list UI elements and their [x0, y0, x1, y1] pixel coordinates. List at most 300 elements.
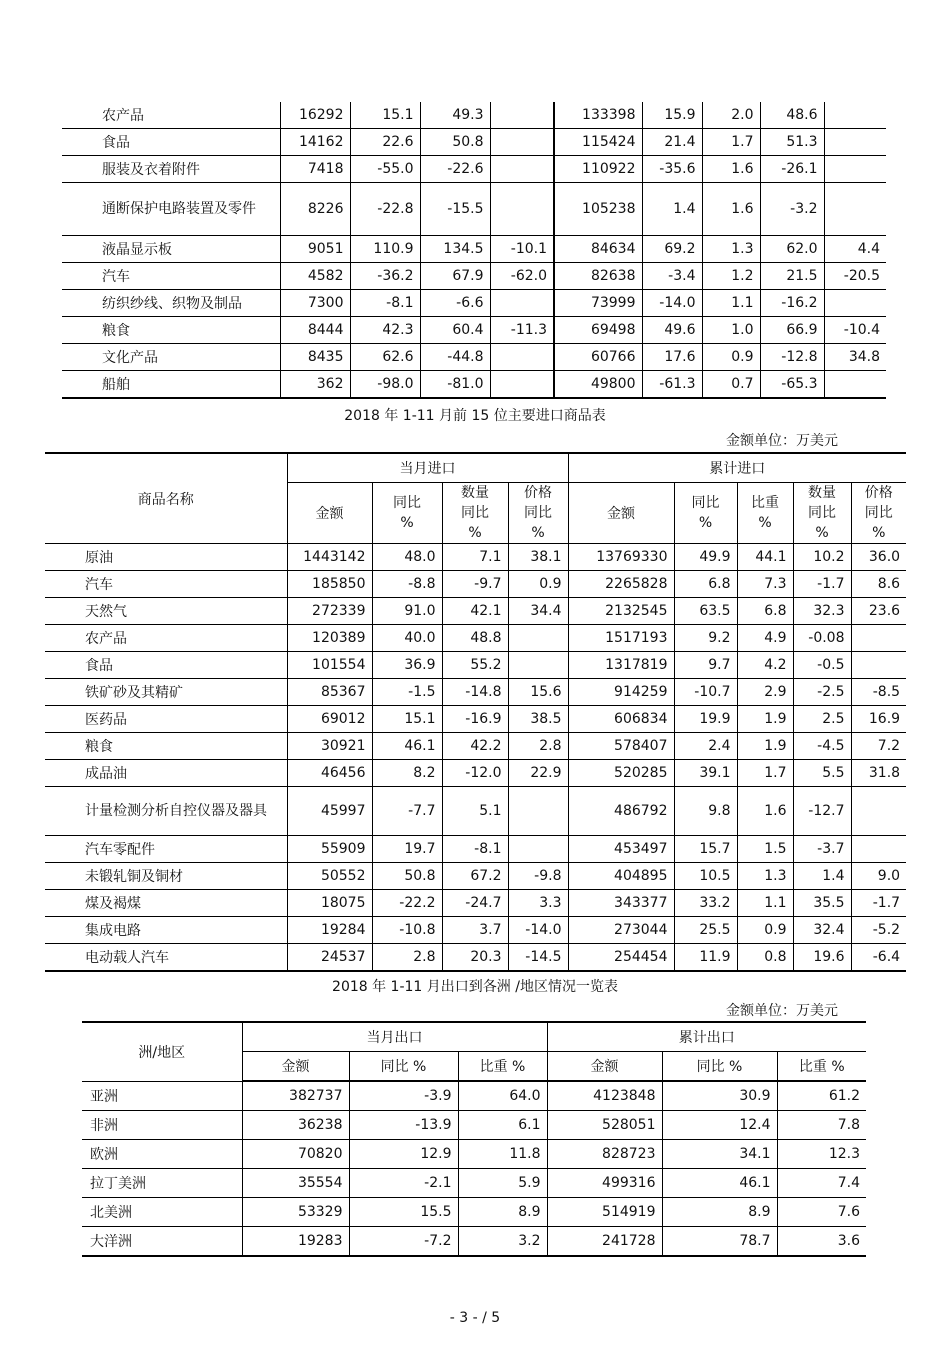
- cell-value: 1.2: [702, 263, 760, 290]
- cell-value: 15.9: [642, 102, 702, 129]
- cell-value: 32.3: [793, 598, 851, 625]
- cell-value: 19.6: [793, 944, 851, 972]
- cell-value: 12.4: [662, 1111, 777, 1140]
- export-by-region-table: [82, 1021, 866, 1257]
- cell-value: -6.6: [420, 290, 490, 317]
- cell-value: -20.5: [824, 263, 886, 290]
- cell-value: -1.7: [793, 571, 851, 598]
- cell-value: -26.1: [760, 156, 824, 183]
- commodity-name: 文化产品: [62, 344, 280, 371]
- cell-value: -22.2: [372, 890, 442, 917]
- cell-value: 15.7: [674, 836, 737, 863]
- cell-value: 1.7: [737, 760, 793, 787]
- cell-value: 7.4: [777, 1169, 866, 1198]
- cell-value: 6.8: [737, 598, 793, 625]
- commodity-name: 液晶显示板: [62, 236, 280, 263]
- header-amount: 金额: [547, 1052, 662, 1082]
- cell-value: -10.8: [372, 917, 442, 944]
- cell-value: 21.5: [760, 263, 824, 290]
- export-region-table-unit: 金额单位：万美元: [726, 1003, 838, 1019]
- cell-value: 63.5: [674, 598, 737, 625]
- cell-value: 42.1: [442, 598, 508, 625]
- cell-value: 69012: [287, 706, 372, 733]
- table-row: [45, 863, 906, 890]
- cell-value: 9.7: [674, 652, 737, 679]
- cell-value: [824, 290, 886, 317]
- cell-value: -1.7: [851, 890, 906, 917]
- cell-value: 272339: [287, 598, 372, 625]
- cell-value: 40.0: [372, 625, 442, 652]
- page-number: - 3 - / 5: [449, 1310, 501, 1326]
- cell-value: -15.5: [420, 183, 490, 236]
- cell-value: 48.0: [372, 544, 442, 571]
- header-yoy: 同比 %: [662, 1052, 777, 1082]
- cell-value: 0.7: [702, 371, 760, 399]
- cell-value: 9.0: [851, 863, 906, 890]
- table-row: [62, 183, 886, 236]
- cell-value: 4123848: [547, 1081, 662, 1111]
- cell-value: 4582: [280, 263, 350, 290]
- cell-value: 606834: [568, 706, 674, 733]
- cell-value: 21.4: [642, 129, 702, 156]
- cell-value: 49.9: [674, 544, 737, 571]
- table-row: [62, 317, 886, 344]
- cell-value: 110.9: [350, 236, 420, 263]
- cell-value: -9.8: [508, 863, 568, 890]
- cell-value: [824, 129, 886, 156]
- cell-value: 1.3: [702, 236, 760, 263]
- cell-value: [508, 787, 568, 836]
- cell-value: 35.5: [793, 890, 851, 917]
- cell-value: -10.4: [824, 317, 886, 344]
- cell-value: 62.0: [760, 236, 824, 263]
- cell-value: [851, 787, 906, 836]
- cell-value: 22.6: [350, 129, 420, 156]
- commodity-name: 食品: [45, 652, 287, 679]
- cell-value: [824, 102, 886, 129]
- commodity-name: 食品: [62, 129, 280, 156]
- cell-value: 36238: [242, 1111, 349, 1140]
- cell-value: 120389: [287, 625, 372, 652]
- cell-value: -16.9: [442, 706, 508, 733]
- cell-value: 254454: [568, 944, 674, 972]
- table-row: [62, 344, 886, 371]
- cell-value: -13.9: [349, 1111, 458, 1140]
- cell-value: 1.4: [642, 183, 702, 236]
- commodity-name: 服装及衣着附件: [62, 156, 280, 183]
- cell-value: [851, 836, 906, 863]
- cell-value: 34.1: [662, 1140, 777, 1169]
- header-amount: 金额: [568, 483, 674, 544]
- cell-value: 13769330: [568, 544, 674, 571]
- cell-value: -14.0: [642, 290, 702, 317]
- cell-value: 67.9: [420, 263, 490, 290]
- cell-value: [508, 836, 568, 863]
- cell-value: 12.9: [349, 1140, 458, 1169]
- cell-value: 7.2: [851, 733, 906, 760]
- cell-value: 39.1: [674, 760, 737, 787]
- cell-value: [490, 290, 554, 317]
- header-share: 比重 %: [737, 483, 793, 544]
- top15-import-commodities-table: [45, 452, 906, 972]
- table-row: [82, 1140, 866, 1169]
- cell-value: 4.2: [737, 652, 793, 679]
- cell-value: 7.8: [777, 1111, 866, 1140]
- table-row: [45, 890, 906, 917]
- cell-value: -36.2: [350, 263, 420, 290]
- cell-value: -5.2: [851, 917, 906, 944]
- cell-value: 23.6: [851, 598, 906, 625]
- cell-value: 0.9: [737, 917, 793, 944]
- cell-value: 50552: [287, 863, 372, 890]
- cell-value: 10.2: [793, 544, 851, 571]
- cell-value: 46.1: [372, 733, 442, 760]
- cell-value: -10.7: [674, 679, 737, 706]
- cell-value: -7.7: [372, 787, 442, 836]
- cell-value: 19283: [242, 1227, 349, 1257]
- cell-value: 273044: [568, 917, 674, 944]
- table-row: [45, 760, 906, 787]
- cell-value: -3.7: [793, 836, 851, 863]
- cell-value: 5.9: [458, 1169, 547, 1198]
- commodity-name: 天然气: [45, 598, 287, 625]
- cell-value: -12.0: [442, 760, 508, 787]
- table-row: [45, 598, 906, 625]
- cell-value: 11.8: [458, 1140, 547, 1169]
- cell-value: [490, 183, 554, 236]
- cell-value: 5.5: [793, 760, 851, 787]
- cell-value: -14.8: [442, 679, 508, 706]
- cell-value: 6.8: [674, 571, 737, 598]
- cell-value: -35.6: [642, 156, 702, 183]
- cell-value: 7.3: [737, 571, 793, 598]
- cell-value: -62.0: [490, 263, 554, 290]
- cell-value: 1443142: [287, 544, 372, 571]
- table-row: [62, 290, 886, 317]
- cell-value: 50.8: [372, 863, 442, 890]
- cell-value: 15.1: [350, 102, 420, 129]
- cell-value: 15.6: [508, 679, 568, 706]
- cell-value: 60.4: [420, 317, 490, 344]
- cell-value: 53329: [242, 1198, 349, 1227]
- cell-value: 578407: [568, 733, 674, 760]
- cell-value: -12.8: [760, 344, 824, 371]
- commodity-name: 成品油: [45, 760, 287, 787]
- region-name: 大洋洲: [82, 1227, 242, 1257]
- cell-value: 404895: [568, 863, 674, 890]
- header-amount: 金额: [242, 1052, 349, 1082]
- table-row: [82, 1227, 866, 1257]
- cell-value: 31.8: [851, 760, 906, 787]
- commodity-name: 集成电路: [45, 917, 287, 944]
- cell-value: 115424: [554, 129, 642, 156]
- cell-value: 42.2: [442, 733, 508, 760]
- commodity-name: 汽车: [45, 571, 287, 598]
- cell-value: 67.2: [442, 863, 508, 890]
- table-row: [45, 917, 906, 944]
- cell-value: 91.0: [372, 598, 442, 625]
- cell-value: [824, 183, 886, 236]
- cell-value: 8226: [280, 183, 350, 236]
- cell-value: 1.5: [737, 836, 793, 863]
- region-name: 拉丁美洲: [82, 1169, 242, 1198]
- cell-value: 2.5: [793, 706, 851, 733]
- cell-value: 8.9: [662, 1198, 777, 1227]
- header-region: 洲/地区: [82, 1022, 242, 1081]
- cell-value: 49.3: [420, 102, 490, 129]
- table-row: [45, 652, 906, 679]
- cell-value: -14.5: [508, 944, 568, 972]
- cell-value: [490, 371, 554, 399]
- table-row: [45, 836, 906, 863]
- cell-value: [490, 129, 554, 156]
- cell-value: 19284: [287, 917, 372, 944]
- table-row: [45, 571, 906, 598]
- commodity-name: 计量检测分析自控仪器及器具: [45, 787, 287, 836]
- cell-value: 49800: [554, 371, 642, 399]
- commodity-name: 农产品: [45, 625, 287, 652]
- cell-value: -4.5: [793, 733, 851, 760]
- cell-value: 4.4: [824, 236, 886, 263]
- header-price-yoy: 价格 同比 %: [508, 483, 568, 544]
- cell-value: -0.5: [793, 652, 851, 679]
- cell-value: 78.7: [662, 1227, 777, 1257]
- cell-value: 35554: [242, 1169, 349, 1198]
- cell-value: 1.6: [702, 183, 760, 236]
- cell-value: 7300: [280, 290, 350, 317]
- cell-value: 70820: [242, 1140, 349, 1169]
- cell-value: 8444: [280, 317, 350, 344]
- table-row: [82, 1169, 866, 1198]
- cell-value: [824, 156, 886, 183]
- cell-value: 46456: [287, 760, 372, 787]
- cell-value: 110922: [554, 156, 642, 183]
- cell-value: 48.8: [442, 625, 508, 652]
- cell-value: 30921: [287, 733, 372, 760]
- cell-value: 44.1: [737, 544, 793, 571]
- cell-value: 85367: [287, 679, 372, 706]
- table-row: [62, 263, 886, 290]
- table-row: [82, 1081, 866, 1111]
- header-qty-yoy: 数量 同比 %: [442, 483, 508, 544]
- cell-value: 66.9: [760, 317, 824, 344]
- cell-value: -22.8: [350, 183, 420, 236]
- header-share: 比重 %: [458, 1052, 547, 1082]
- header-month-import: 当月进口: [287, 453, 568, 483]
- cell-value: 2.0: [702, 102, 760, 129]
- cell-value: 2.4: [674, 733, 737, 760]
- cell-value: 1317819: [568, 652, 674, 679]
- commodity-name: 原油: [45, 544, 287, 571]
- table-row: [45, 544, 906, 571]
- cell-value: 1.6: [702, 156, 760, 183]
- cell-value: 34.8: [824, 344, 886, 371]
- cell-value: 8.6: [851, 571, 906, 598]
- cell-value: -3.4: [642, 263, 702, 290]
- cell-value: 5.1: [442, 787, 508, 836]
- cell-value: 38.5: [508, 706, 568, 733]
- cell-value: 48.6: [760, 102, 824, 129]
- cell-value: 2.8: [508, 733, 568, 760]
- table-row: [45, 706, 906, 733]
- export-region-table-caption: 2018 年 1-11 月出口到各洲 /地区情况一览表: [332, 979, 618, 995]
- cell-value: 60766: [554, 344, 642, 371]
- cell-value: 105238: [554, 183, 642, 236]
- cell-value: -12.7: [793, 787, 851, 836]
- import-table-unit: 金额单位：万美元: [726, 433, 838, 449]
- cell-value: 7418: [280, 156, 350, 183]
- cell-value: 2.9: [737, 679, 793, 706]
- cell-value: 134.5: [420, 236, 490, 263]
- cell-value: -10.1: [490, 236, 554, 263]
- cell-value: 7.6: [777, 1198, 866, 1227]
- table-row: [45, 679, 906, 706]
- cell-value: 24537: [287, 944, 372, 972]
- cell-value: 2265828: [568, 571, 674, 598]
- cell-value: 18075: [287, 890, 372, 917]
- cell-value: 64.0: [458, 1081, 547, 1111]
- commodity-name: 煤及褐煤: [45, 890, 287, 917]
- cell-value: -16.2: [760, 290, 824, 317]
- cell-value: 828723: [547, 1140, 662, 1169]
- table-row: [82, 1111, 866, 1140]
- cell-value: 1.9: [737, 733, 793, 760]
- cell-value: 38.1: [508, 544, 568, 571]
- cell-value: 22.9: [508, 760, 568, 787]
- cell-value: 3.6: [777, 1227, 866, 1257]
- cell-value: 69.2: [642, 236, 702, 263]
- cell-value: -3.2: [760, 183, 824, 236]
- table-row: [45, 787, 906, 836]
- cell-value: 914259: [568, 679, 674, 706]
- cell-value: 12.3: [777, 1140, 866, 1169]
- header-cumulative-import: 累计进口: [568, 453, 906, 483]
- commodity-name: 船舶: [62, 371, 280, 399]
- cell-value: [851, 625, 906, 652]
- table-row: [62, 156, 886, 183]
- cell-value: -65.3: [760, 371, 824, 399]
- cell-value: 6.1: [458, 1111, 547, 1140]
- region-name: 北美洲: [82, 1198, 242, 1227]
- header-amount: 金额: [287, 483, 372, 544]
- cell-value: 1.9: [737, 706, 793, 733]
- commodity-name: 汽车零配件: [45, 836, 287, 863]
- cell-value: 486792: [568, 787, 674, 836]
- cell-value: 16292: [280, 102, 350, 129]
- cell-value: -2.5: [793, 679, 851, 706]
- cell-value: -8.1: [442, 836, 508, 863]
- cell-value: 49.6: [642, 317, 702, 344]
- commodity-name: 电动载人汽车: [45, 944, 287, 972]
- cell-value: 82638: [554, 263, 642, 290]
- commodity-name: 通断保护电路装置及零件: [62, 183, 280, 236]
- cell-value: -14.0: [508, 917, 568, 944]
- cell-value: 36.0: [851, 544, 906, 571]
- cell-value: 9.8: [674, 787, 737, 836]
- cell-value: 19.9: [674, 706, 737, 733]
- region-name: 亚洲: [82, 1081, 242, 1111]
- commodity-name: 纺织纱线、织物及制品: [62, 290, 280, 317]
- export-commodities-table-continued: [62, 102, 886, 399]
- cell-value: -3.9: [349, 1081, 458, 1111]
- cell-value: 50.8: [420, 129, 490, 156]
- cell-value: 1.6: [737, 787, 793, 836]
- cell-value: 2132545: [568, 598, 674, 625]
- cell-value: 382737: [242, 1081, 349, 1111]
- cell-value: -11.3: [490, 317, 554, 344]
- header-price-yoy: 价格 同比 %: [851, 483, 906, 544]
- cell-value: -81.0: [420, 371, 490, 399]
- cell-value: -0.08: [793, 625, 851, 652]
- cell-value: 1.0: [702, 317, 760, 344]
- cell-value: 8.9: [458, 1198, 547, 1227]
- cell-value: 15.5: [349, 1198, 458, 1227]
- cell-value: 17.6: [642, 344, 702, 371]
- cell-value: 3.3: [508, 890, 568, 917]
- cell-value: 46.1: [662, 1169, 777, 1198]
- commodity-name: 铁矿砂及其精矿: [45, 679, 287, 706]
- cell-value: -61.3: [642, 371, 702, 399]
- cell-value: 499316: [547, 1169, 662, 1198]
- cell-value: 15.1: [372, 706, 442, 733]
- cell-value: 61.2: [777, 1081, 866, 1111]
- cell-value: 133398: [554, 102, 642, 129]
- cell-value: 51.3: [760, 129, 824, 156]
- commodity-name: 医药品: [45, 706, 287, 733]
- header-yoy: 同比 %: [674, 483, 737, 544]
- cell-value: 11.9: [674, 944, 737, 972]
- cell-value: 241728: [547, 1227, 662, 1257]
- cell-value: 528051: [547, 1111, 662, 1140]
- header-share: 比重 %: [777, 1052, 866, 1082]
- cell-value: 0.9: [508, 571, 568, 598]
- cell-value: 101554: [287, 652, 372, 679]
- commodity-name: 汽车: [62, 263, 280, 290]
- cell-value: 1.3: [737, 863, 793, 890]
- cell-value: 62.6: [350, 344, 420, 371]
- header-month-export: 当月出口: [242, 1022, 547, 1052]
- cell-value: 2.8: [372, 944, 442, 972]
- cell-value: 8.2: [372, 760, 442, 787]
- cell-value: 0.9: [702, 344, 760, 371]
- region-name: 非洲: [82, 1111, 242, 1140]
- table-row: [45, 733, 906, 760]
- table-row: [45, 625, 906, 652]
- cell-value: 55.2: [442, 652, 508, 679]
- cell-value: [490, 102, 554, 129]
- cell-value: [490, 344, 554, 371]
- cell-value: [851, 652, 906, 679]
- table-row: [62, 371, 886, 399]
- table-row: [62, 236, 886, 263]
- cell-value: 32.4: [793, 917, 851, 944]
- cell-value: 9.2: [674, 625, 737, 652]
- cell-value: 42.3: [350, 317, 420, 344]
- cell-value: 4.9: [737, 625, 793, 652]
- cell-value: 73999: [554, 290, 642, 317]
- cell-value: 1.7: [702, 129, 760, 156]
- cell-value: -6.4: [851, 944, 906, 972]
- cell-value: -2.1: [349, 1169, 458, 1198]
- cell-value: 362: [280, 371, 350, 399]
- cell-value: -22.6: [420, 156, 490, 183]
- cell-value: 1.1: [702, 290, 760, 317]
- region-name: 欧洲: [82, 1140, 242, 1169]
- cell-value: -1.5: [372, 679, 442, 706]
- cell-value: -98.0: [350, 371, 420, 399]
- cell-value: -8.5: [851, 679, 906, 706]
- cell-value: 10.5: [674, 863, 737, 890]
